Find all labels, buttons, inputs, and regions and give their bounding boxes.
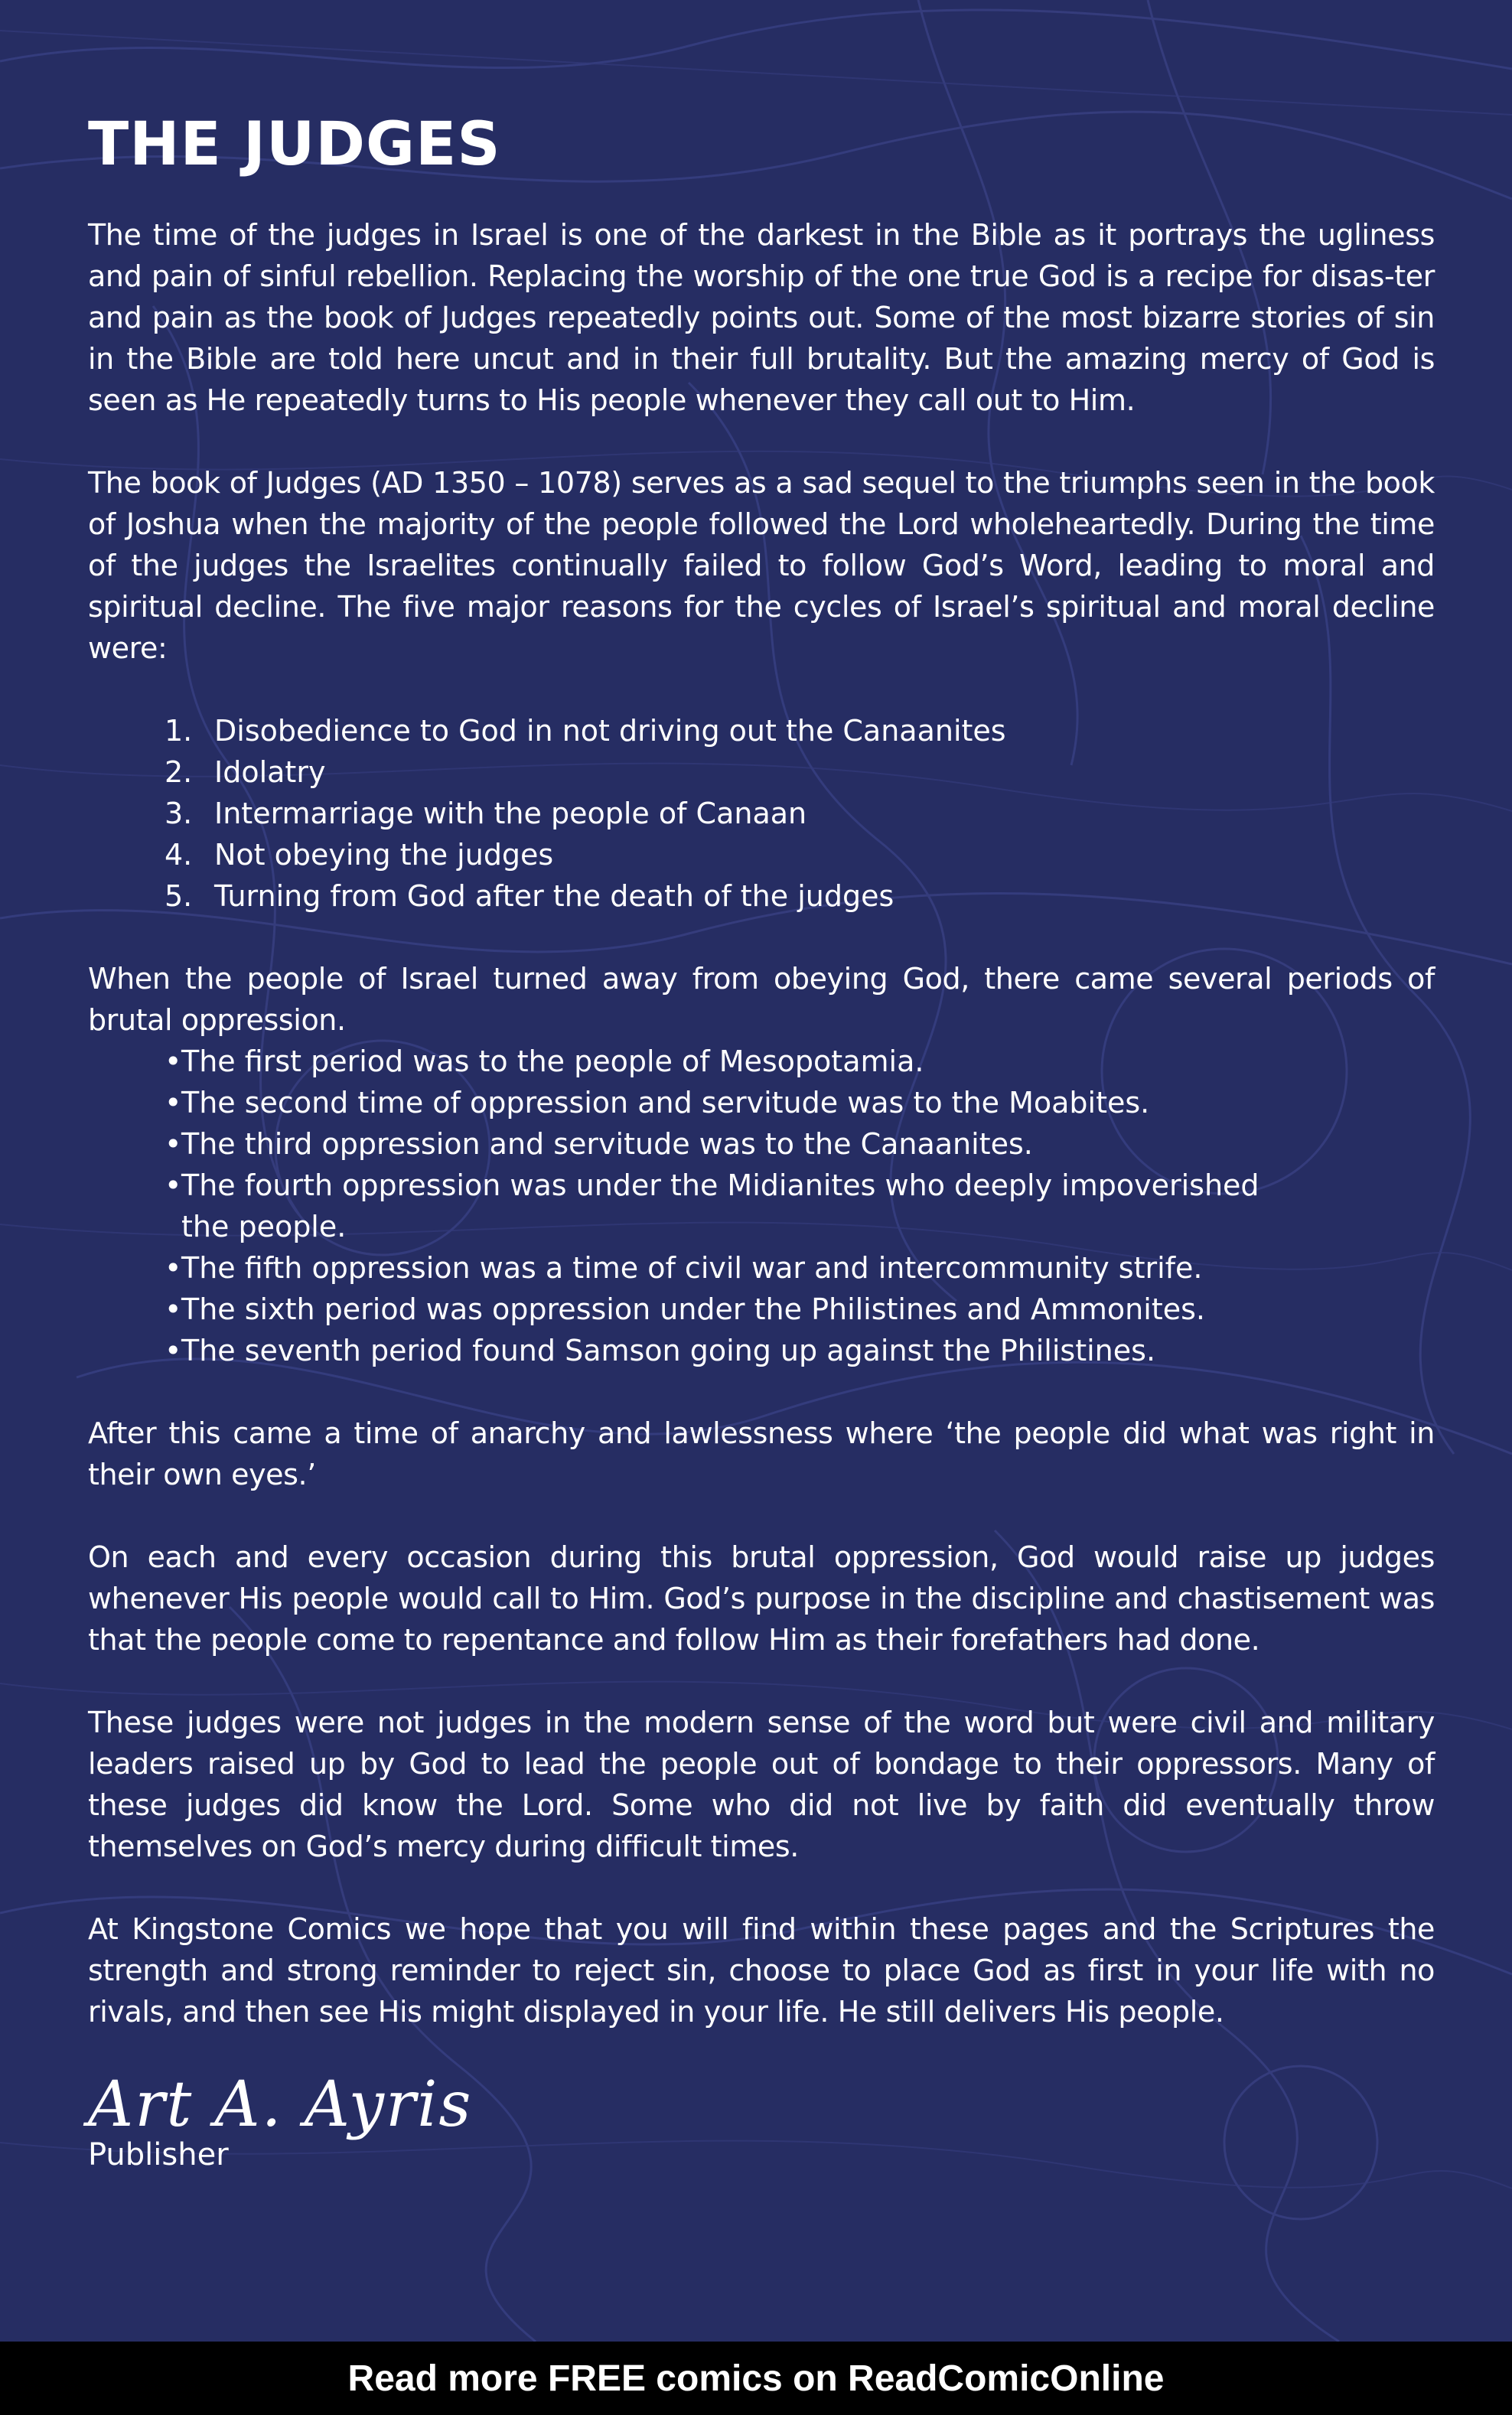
list-item-text: Not obeying the judges <box>214 838 554 872</box>
list-item-text: The sixth period was oppression under the Philistines and Ammonites. <box>181 1292 1205 1326</box>
intro-paragraph: The time of the judges in Israel is one of the darkest in the Bible as it portrays the ugliness and pain of sinful rebellion. Replacing the worship of the one true God is a recipe for disas-ter and pain as the book of Judges repeatedly points out. Some of the most bizarre stories of sin in the Bible are told here uncut and in their full brutality. But the amazing mercy of God is seen as He repeatedly turns to His people whenever they call out to Him. <box>88 218 1435 417</box>
list-item <box>165 1165 1435 1247</box>
closing-paragraph: At Kingstone Comics we hope that you will find within these pages and the Scriptures the strength and strong reminder to reject sin, choose to place God as first in your life with no rivals, and then see His might displayed in your life. He still delivers His people. <box>88 1912 1435 2029</box>
list-item-text: The fifth oppression was a time of civil war and intercommunity strife. <box>181 1251 1203 1285</box>
list-item <box>165 1289 1435 1330</box>
list-item <box>165 1123 1435 1165</box>
list-item-text: Disobedience to God in not driving out the Canaanites <box>214 714 1006 748</box>
bullet-icon: • <box>165 1251 182 1285</box>
bullet-icon: • <box>165 1086 182 1120</box>
list-item <box>165 751 1435 793</box>
list-number: 4. <box>165 838 193 872</box>
signature: Art A. Ayris <box>88 2068 473 2141</box>
footer-banner <box>0 2342 1512 2415</box>
list-item <box>165 1082 1435 1123</box>
list-item <box>165 1330 1435 1371</box>
footer-text: Read more FREE comics on ReadComicOnline <box>347 2358 1165 2399</box>
bullet-icon: • <box>165 1334 182 1367</box>
article <box>88 110 1435 2172</box>
list-item <box>165 710 1435 751</box>
list-item-text: The fourth oppression was under the Midianites who deeply impoverished the people. <box>181 1168 1259 1243</box>
list-item <box>165 834 1435 875</box>
reasons-list <box>88 710 1435 917</box>
list-item-text: The seventh period found Samson going up against the Philistines. <box>181 1334 1156 1367</box>
list-item-text: Intermarriage with the people of Canaan <box>214 797 807 830</box>
book-of-judges-paragraph: The book of Judges (AD 1350 – 1078) serves as a sad sequel to the triumphs seen in the book of Joshua when the majority of the people followed the Lord wholeheartedly. During the time of the judges the Israelites continually failed to follow God’s Word, leading to moral and spiritual decline. The five major reasons for the cycles of Israel’s spiritual and moral decline were: <box>88 466 1435 665</box>
list-item <box>165 793 1435 834</box>
list-item-text: Turning from God after the death of the judges <box>214 879 894 913</box>
bullet-icon: • <box>165 1168 182 1202</box>
anarchy-paragraph: After this came a time of anarchy and lawlessness where ‘the people did what was right in their own eyes.’ <box>88 1416 1435 1491</box>
list-item <box>165 1041 1435 1082</box>
judges-role-paragraph: These judges were not judges in the modern sense of the word but were civil and military leaders raised up by God to lead the people out of bondage to their oppressors. Many of these judges did know the Lord. Some who did not live by faith did eventually throw themselves on God’s mercy during difficult times. <box>88 1706 1435 1863</box>
list-number: 1. <box>165 714 193 748</box>
oppression-paragraph: When the people of Israel turned away from obeying God, there came several periods of brutal oppression. <box>88 962 1435 1037</box>
oppression-list <box>88 1041 1435 1371</box>
bullet-icon: • <box>165 1045 182 1078</box>
list-number: 2. <box>165 755 193 789</box>
list-item-text: The second time of oppression and servitude was to the Moabites. <box>181 1086 1150 1120</box>
bullet-icon: • <box>165 1127 182 1161</box>
list-number: 3. <box>165 797 193 830</box>
list-item-text: Idolatry <box>214 755 326 789</box>
page-title: THE JUDGES <box>88 110 501 179</box>
list-item <box>165 875 1435 917</box>
raise-judges-paragraph: On each and every occasion during this brutal oppression, God would raise up judges whenever His people would call to Him. God’s purpose in the discipline and chastisement was that the people come to repentance and follow Him as their forefathers had done. <box>88 1540 1435 1657</box>
list-number: 5. <box>165 879 193 913</box>
signature-role: Publisher <box>88 2137 229 2172</box>
list-item-text: The third oppression and servitude was to the Canaanites. <box>181 1127 1033 1161</box>
bullet-icon: • <box>165 1292 182 1326</box>
list-item <box>165 1247 1435 1289</box>
list-item-text: The first period was to the people of Mesopotamia. <box>181 1045 924 1078</box>
